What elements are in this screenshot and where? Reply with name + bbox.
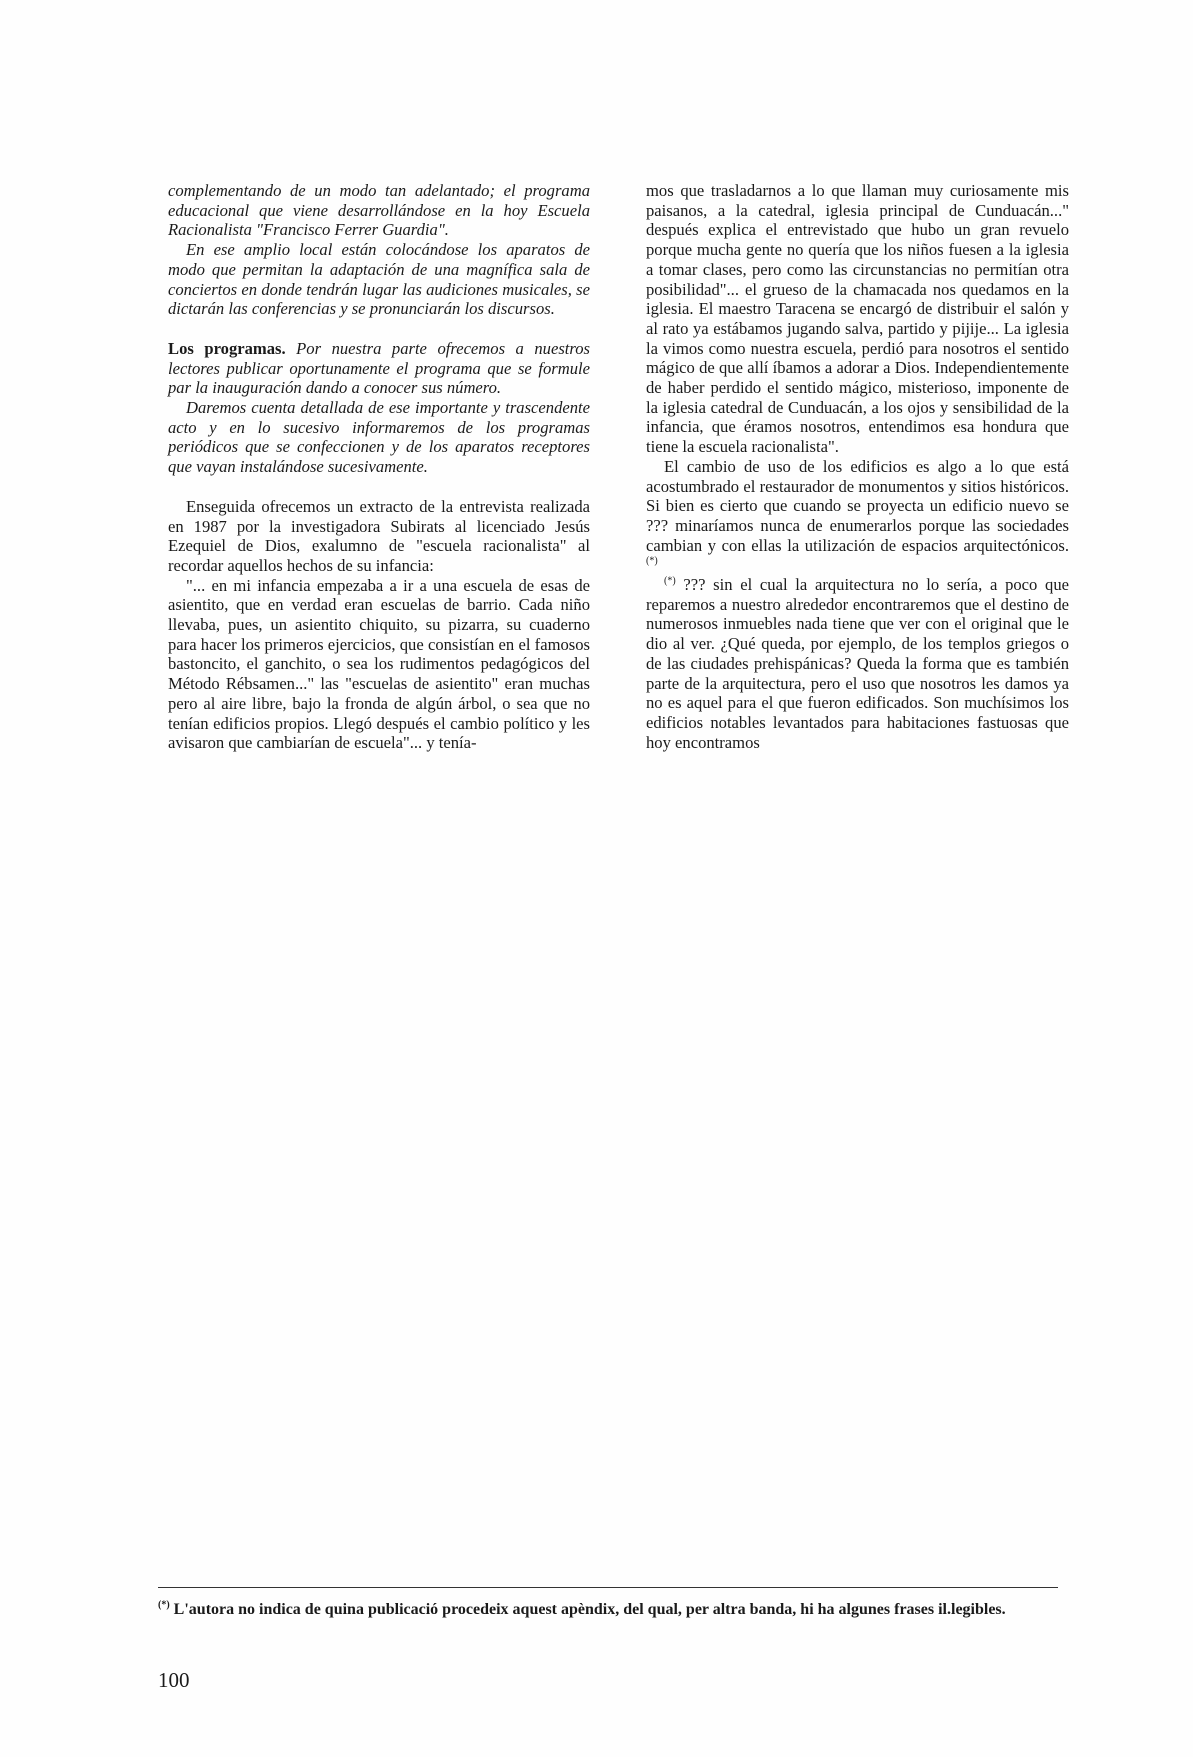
page-number: 100 [158,1668,190,1692]
footnote-marker: (*) [158,1599,170,1611]
footnote-text: L'autora no indica de quina publicació procedeix aquest apèndix, del qual, per altra banda, hi ha algunes frases il.legibles. [169,1601,1006,1618]
interview-quote-paragraph: "... en mi infancia empezaba a ir a una escuela de esas de asientito, que en verdad eran escuelas de barrio. Cada niño llevaba, pues, un asientito chiquito, su pizarra, su cuaderno para hacer los primeros ejercicios, que consistían en el famosos bastoncito, el ganchito, o sea los rudimentos pedagógicos del Método Rébsamen..." las "escuelas de asientito" eran muchas pero al aire libre, bajo la fronda de algún árbol, o sea que no tenían edificios propios. Llegó después el cambio político y les avisaron que cambiarían de escuela"... y tenía- [168,575,590,753]
italic-paragraph-4: Daremos cuenta detallada de ese importante y trascendente acto y en lo sucesivo informaremos de los programas periódicos que se confeccionen y de los aparatos receptores que vayan instalándose sucesivamente. [168,398,590,477]
programas-heading: Los programas. [168,338,286,358]
left-column [168,181,590,753]
italic-paragraph-1: complementando de un modo tan adelantado; el programa educacional que viene desarrollándose en la hoy Escuela Racionalista "Francisco Ferrer Guardia". [168,181,590,240]
right-paragraph-3 [646,575,1069,752]
footnote-reference: (*) [646,555,658,567]
programas-text: Por nuestra parte ofrecemos a nuestros lectores publicar oportunamente el programa que se formule par la inauguración dando a conocer sus número. [168,338,591,398]
italic-paragraph-2: En ese amplio local están colocándose los aparatos de modo que permitan la adaptación de una magnífica sala de conciertos en donde tendrán lugar las audiciones musicales, se dictarán las conferencias y se pronunciarán los discursos. [168,240,590,319]
right-paragraph-3-text: ??? sin el cual la arquitectura no lo sería, a poco que reparemos a nuestro alrededor encontraremos que el destino de numerosos inmuebles nada tiene que ver con el original que le dio al ver. ¿Qué queda, por ejemplo, de los templos griegos o de las ciudades prehispánicas? Queda la forma que es también parte de la arquitectura, pero el uso que nosotros les damos ya no es aquel para el que fueron edificados. Son muchísimos los edificios notables levantados para habitaciones fastuosas que hoy encontramos [646,575,1069,752]
right-paragraph-2-text: El cambio de uso de los edificios es algo a lo que está acostumbrado el restaurador de monumentos y sitios históricos. Si bien es cierto que cuando se proyecta un edificio nuevo se ??? minaríamos nunca de enumerarlos porque las sociedades cambian y con ellas la utilización de espacios arquitectónicos. [646,456,1069,555]
right-column [646,181,1069,752]
right-paragraph-1: mos que trasladarnos a lo que llaman muy curiosamente mis paisanos, a la catedral, iglesia principal de Cunduacán..." después explica el entrevistado que hubo un gran revuelo porque mucha gente no quería que los niños fuesen a la iglesia a tomar clases, pero como las circunstancias no permitían otra posibilidad"... el grueso de la chamacada nos quedamos en la iglesia. El maestro Taracena se encargó de distribuir el salón y al rato ya estábamos jugando salva, partido y pijije... La iglesia la vimos como nuestra escuela, perdió para nosotros el sentido mágico de que allí íbamos a adorar a Dios. Independientemente de haber perdido el sentido mágico, misterioso, imponente de la iglesia catedral de Cunduacán, a los ojos y sensibilidad de la infancia, que éramos nosotros, entendimos esa hondura que tiene la escuela racionalista". [646,181,1069,457]
footnote-reference: (*) [664,575,676,587]
right-paragraph-2 [646,457,1069,575]
footnote-divider [158,1587,1058,1588]
footnote [158,1600,1078,1620]
programas-paragraph [168,339,590,398]
interview-intro-paragraph: Enseguida ofrecemos un extracto de la entrevista realizada en 1987 por la investigadora Subirats al licenciado Jesús Ezequiel de Dios, exalumno de "escuela racionalista" al recordar aquellos hechos de su infancia: [168,496,590,575]
